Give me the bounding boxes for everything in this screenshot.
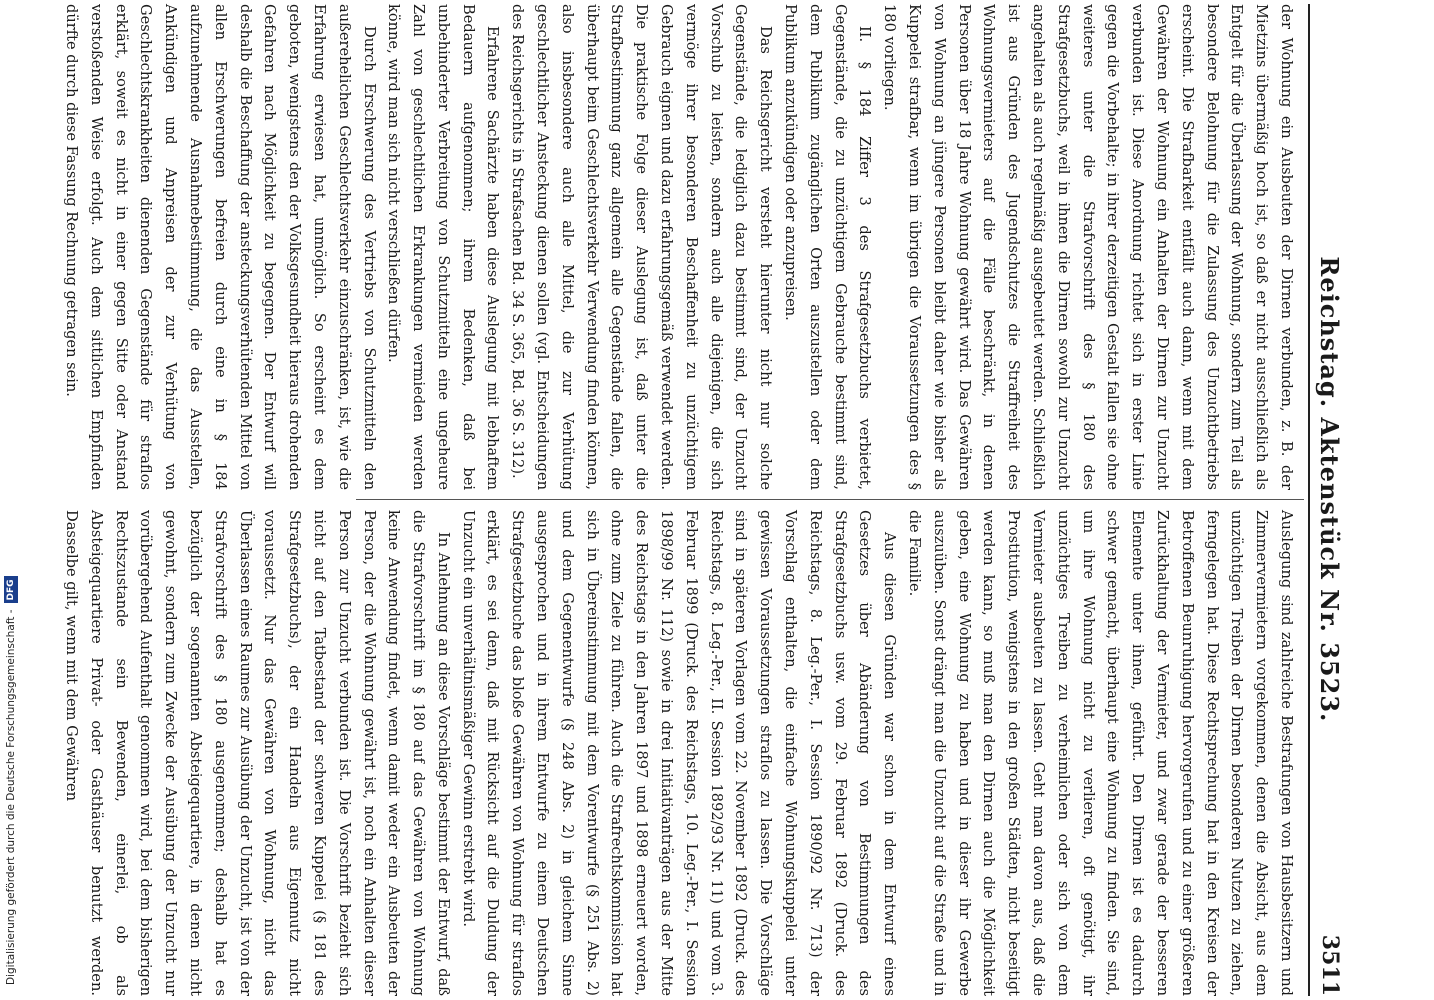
footer-text: Digitalisierung gefördert durch die Deutsche Forschungsgemeinschaft - <box>5 609 17 985</box>
paragraph: Durch Erschwerung des Vertriebs von Schutzmitteln den außerehelichen Geschlechtsverkehr einzuschränken, ist, wie die Erfahrung erwiesen hat, unmöglich. So erscheint es dem geboten, wenigstens den der Volksgesundheit hieraus drohenden Gefahren nach Möglichkeit zu begegnen. Der Entwurf will deshalb die Beschaffung der ansteckungsverhütenden Mittel von allen Erschwerungen befreien durch eine in § 184 aufzunehmende Ausnahmebestimmung, die das Ausstellen, Ankündigen und Anpreisen der zur Verhütung von Geschlechtskrankheiten dienenden Gegenstände für straflos erklärt, soweit es nicht in einer gegen Sitte oder Anstand verstoßenden Weise erfolgt. Auch dem sittlichen Empfinden dürfte durch diese Fassung Rechnung getragen sein. <box>62 4 378 490</box>
rotated-page <box>62 4 1350 996</box>
paragraph: Auslegung sind zahlreiche Bestrafungen von Hausbesitzern und Zimmervermietern vorgekommen, denen die Absicht, aus dem unzüchtigen Treiben der Dirnen besonderen Nutzen zu ziehen, ferngelegen hat. Diese Rechtsprechung hat in den Kreisen der Betroffenen Beunruhigung hervorgerufen und zu einer größeren Zurückhaltung der Vermieter, und zwar gerade der besseren Elemente unter ihnen, geführt. Den Dirnen ist es dadurch schwer gemacht, überhaupt eine Wohnung zu finden. Sie sind, um ihre Wohnung nicht zu verlieren, oft genötigt, ihr unzüchtiges Treiben zu verheimlichen oder sich von dem Vermieter ausbeuten zu lassen. Geht man davon aus, daß die Prostitution, wenigstens in den großen Städten, nicht beseitigt werden kann, so muß man den Dirnen auch die Möglichkeit geben, eine Wohnung zu haben und in dieser ihr Gewerbe auszuüben. Sonst drängt man die Unzucht auf die Straße und in die Familie. <box>906 510 1295 996</box>
page-header <box>1308 4 1350 996</box>
paragraph: In Anlehnung an diese Vorschläge bestimmt der Entwurf, daß die Strafvorschrift im § 180 auf das Gewähren von Wohnung keine Anwendung findet, wenn damit weder ein Ausbeuten der Person, der die Wohnung gewährt ist, noch ein Anhalten dieser Person zur Unzucht verbunden ist. Die Vorschrift bezieht sich nicht auf den Tatbestand der schweren Kuppelei (§ 181 des Strafgesetzbuchs), der ein Handeln aus Eigennutz nicht voraussetzt. Nur das Gewähren von Wohnung, nicht das Überlassen eines Raumes zur Ausübung der Unzucht, ist von der Strafvorschrift des § 180 ausgenommen; deshalb hat es bezüglich der sogenannten Absteigequartiere, in denen nicht gewohnt, sondern zum Zwecke der Ausübung der Unzucht nur vorübergehend Aufenthalt genommen wird, bei dem bisherigen Rechtszustande sein Bewenden, einerlei, ob als Absteigequartiere Privat- oder Gasthäuser benutzt werden. Dasselbe gilt, wenn mit dem Gewähren <box>62 510 452 996</box>
column-divider <box>356 499 1304 500</box>
dfg-logo: DFG <box>4 576 18 603</box>
page-title: Reichstag. Aktenstück Nr. 3523. <box>1315 256 1345 723</box>
text-column-right <box>62 510 1298 996</box>
paragraph: der Wohnung ein Ausbeuten der Dirnen verbunden, z. B. der Mietzins übermäßig hoch ist, so daß er nicht ausschließlich als Entgelt für die Überlassung der Wohnung, sondern zum Teil als besondere Belohnung für die Zulassung des Unzuchtbetriebs erscheint. Die Strafbarkeit entfällt auch dann, wenn mit dem Gewähren der Wohnung ein Anhalten der Dirnen zur Unzucht verbunden ist. Diese Anordnung richtet sich in erster Linie gegen die Vorbehalte; in ihrer derzeitigen Gestalt fallen sie ohne weiteres unter die Strafvorschrift des § 180 des Strafgesetzbuchs, weil in ihnen die Dirnen sowohl zur Unzucht angehalten als auch regelmäßig ausgebeutet werden. Schließlich ist aus Gründen des Jugendschutzes die Straffreiheit des Wohnungsvermieters auf die Fälle beschränkt, in denen Personen über 18 Jahre Wohnung gewährt wird. Das Gewähren von Wohnung an jüngere Personen bleibt daher wie bisher als Kuppelei strafbar, wenn im übrigen die Voraussetzungen des § 180 vorliegen. <box>881 4 1295 490</box>
paragraph: Erfahrene Sachärzte haben diese Auslegung mit lebhaftem Bedauern aufgenommen; ihrem Bedenken, daß bei unbehinderter Verbreitung von Schutzmitteln eine ungeheure Zahl von geschlechtlichen Erkrankungen vermieden werden könne, wird man sich nicht verschließen dürfen. <box>385 4 502 490</box>
paragraph: II. § 184 Ziffer 3 des Strafgesetzbuchs verbietet, Gegenstände, die zu unzüchtigem Gebrauche bestimmt sind, dem Publikum zugänglichen Orten auszustellen oder dem Publikum anzukündigen oder anzupreisen. <box>782 4 874 490</box>
paragraph: Das Reichsgericht versteht hierunter nicht nur solche Gegenstände, die lediglich dazu bestimmt sind, der Unzucht Vorschub zu leisten, sondern auch alle diejenigen, die sich vermöge ihrer besonderen Beschaffenheit zu unzüchtigem Gebrauch eignen und dazu erfahrungsgemäß verwendet werden. Die praktische Folge dieser Auslegung ist, daß unter die Strafbestimmung ganz allgemein alle Gegenstände fallen, die überhaupt beim Geschlechtsverkehr Verwendung finden können, also insbesondere auch alle Mittel, die zur Verhütung geschlechtlicher Ansteckung dienen sollen (vgl. Entscheidungen des Reichsgerichts in Strafsachen Bd. 34 S. 365, Bd. 36 S. 312). <box>509 4 775 490</box>
text-column-left <box>62 4 1298 490</box>
digitization-footer <box>0 0 22 985</box>
page-number: 3511 <box>1317 934 1343 996</box>
paragraph: Aus diesen Gründen war schon in dem Entwurf eines Gesetzes über Abänderung von Bestimmungen des Strafgesetzbuchs usw. vom 29. Februar 1892 (Druck. des Reichstags, 8. Leg.-Per., I. Session 1890/92 Nr. 713) der Vorschlag enthalten, die einfache Wohnungskuppelei unter gewissen Voraussetzungen straflos zu lassen. Die Vorschläge sind in späteren Vorlagen vom 22. November 1892 (Druck. des Reichstags, 8. Leg.-Per., II. Session 1892/93 Nr. 11) und vom 3. Februar 1899 (Druck. des Reichstags, 10. Leg.-Per., I. Session 1898/99 Nr. 112) sowie in drei Initiativanträgen aus der Mitte des Reichstags in den Jahren 1897 und 1898 erneuert worden, ohne zum Ziele zu führen. Auch die Strafrechtskommission hat sich in Übereinstimmung mit dem Vorentwurfe (§ 251 Abs. 2) und dem Gegenentwurfe (§ 248 Abs. 2) in gleichem Sinne ausgesprochen und in ihrem Entwurfe zu einem Deutschen Strafgesetzbuche das bloße Gewähren von Wohnung für straflos erklärt, es sei denn, daß mit Rücksicht auf die Duldung der Unzucht ein unverhältnismäßiger Gewinn erstrebt wird. <box>459 510 899 996</box>
